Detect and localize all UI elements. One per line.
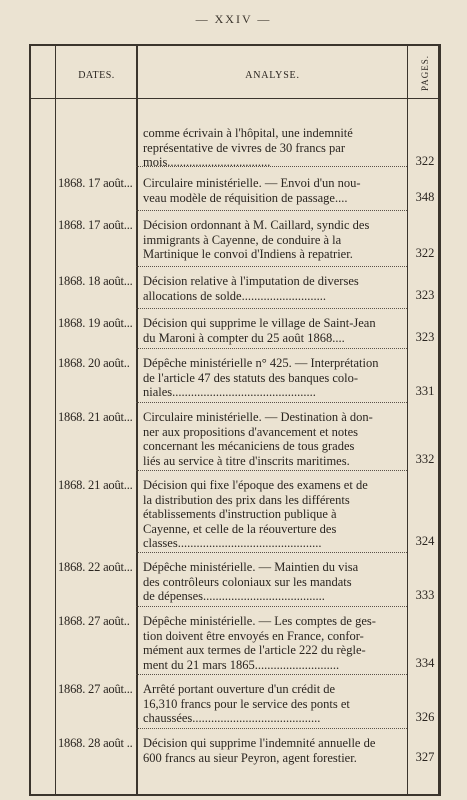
column-rule: [136, 46, 138, 794]
entry-page: 331: [415, 384, 435, 398]
entry-text: Décision ordonnant à M. Caillard, syndic des immigrants à Cayenne, de conduire à la Martinique le convoi d'Indiens à repatrier.: [143, 218, 370, 261]
entry-page: 327: [415, 750, 435, 764]
entry-text: Dépêche ministérielle. — Maintien du visa des contrôleurs coloniaux sur les mandats de dépenses.......................................: [143, 560, 359, 603]
entry-page: 323: [415, 288, 435, 302]
entry-text: Arrêté portant ouverture d'un crédit de 16,310 francs pour le service des ponts et chaussées.........................................: [143, 682, 350, 725]
entry-page: 326: [415, 710, 435, 724]
header-dates: DATES.: [78, 70, 115, 81]
header-pages: [409, 50, 441, 96]
entry-text: Dépêche ministérielle n° 425. — Interprétation de l'article 47 des statuts des banques colo- niales..............................................: [143, 356, 379, 399]
row-rule: [136, 166, 407, 167]
entry-text: Décision qui fixe l'époque des examens et de la distribution des prix dans les différents établissements d'instruction publique à Cayenne, et celle de la réouverture des classes..............................................: [143, 478, 368, 550]
entry-page: 322: [415, 154, 435, 168]
entry-page: 333: [415, 588, 435, 602]
entry-date: 1868. 17 août...: [58, 176, 133, 190]
entry-date: 1868. 28 août ..: [58, 736, 133, 750]
row-rule: [136, 210, 407, 211]
entry-text: Dépêche ministérielle. — Les comptes de ges- tion doivent être envoyés en France, confor- mément aux termes de l'article 222 du règle- ment du 21 mars 1865...........................: [143, 614, 376, 672]
entry-text: Circulaire ministérielle. — Destination à don- ner aux propositions d'avancement et notes concernant les mécaniciens de tous grades liés au service à titre d'inscrits maritimes.: [143, 410, 373, 468]
header-pages-label: PAGES.: [420, 55, 430, 91]
entry-page: 324: [415, 534, 435, 548]
index-table: [29, 44, 441, 796]
entry-date: 1868. 17 août...: [58, 218, 133, 232]
page-number: — XXIV —: [195, 12, 272, 26]
entry-text: comme écrivain à l'hôpital, une indemnité représentative de vivres de 30 francs par mois.................................: [143, 126, 353, 169]
entry-page: 322: [415, 246, 435, 260]
entry-text: Circulaire ministérielle. — Envoi d'un nou- veau modèle de réquisition de passage....: [143, 176, 361, 205]
entry-date: 1868. 27 août..: [58, 614, 130, 628]
entry-page: 332: [415, 452, 435, 466]
row-rule: [136, 728, 407, 729]
entry-date: 1868. 22 août...: [58, 560, 133, 574]
entry-date: 1868. 21 août...: [58, 410, 133, 424]
entry-page: 334: [415, 656, 435, 670]
row-rule: [136, 552, 407, 553]
row-rule: [136, 470, 407, 471]
row-rule: [136, 348, 407, 349]
header-rule: [31, 98, 438, 99]
row-rule: [136, 266, 407, 267]
row-rule: [136, 308, 407, 309]
entry-date: 1868. 19 août...: [58, 316, 133, 330]
entry-date: 1868. 21 août...: [58, 478, 133, 492]
entry-page: 323: [415, 330, 435, 344]
entry-date: 1868. 27 août...: [58, 682, 133, 696]
header-analyse: ANALYSE.: [245, 70, 300, 81]
entry-text: Décision qui supprime l'indemnité annuelle de 600 francs au sieur Peyron, agent forestier.: [143, 736, 376, 765]
entry-date: 1868. 18 août...: [58, 274, 133, 288]
entry-date: 1868. 20 août..: [58, 356, 130, 370]
entry-text: Décision relative à l'imputation de diverses allocations de solde...........................: [143, 274, 359, 303]
entry-page: 348: [415, 190, 435, 204]
column-rule: [407, 46, 408, 794]
row-rule: [136, 674, 407, 675]
row-rule: [136, 402, 407, 403]
column-rule: [55, 46, 56, 794]
entry-text: Décision qui supprime le village de Saint-Jean du Maroni à compter du 25 août 1868....: [143, 316, 376, 345]
row-rule: [136, 606, 407, 607]
